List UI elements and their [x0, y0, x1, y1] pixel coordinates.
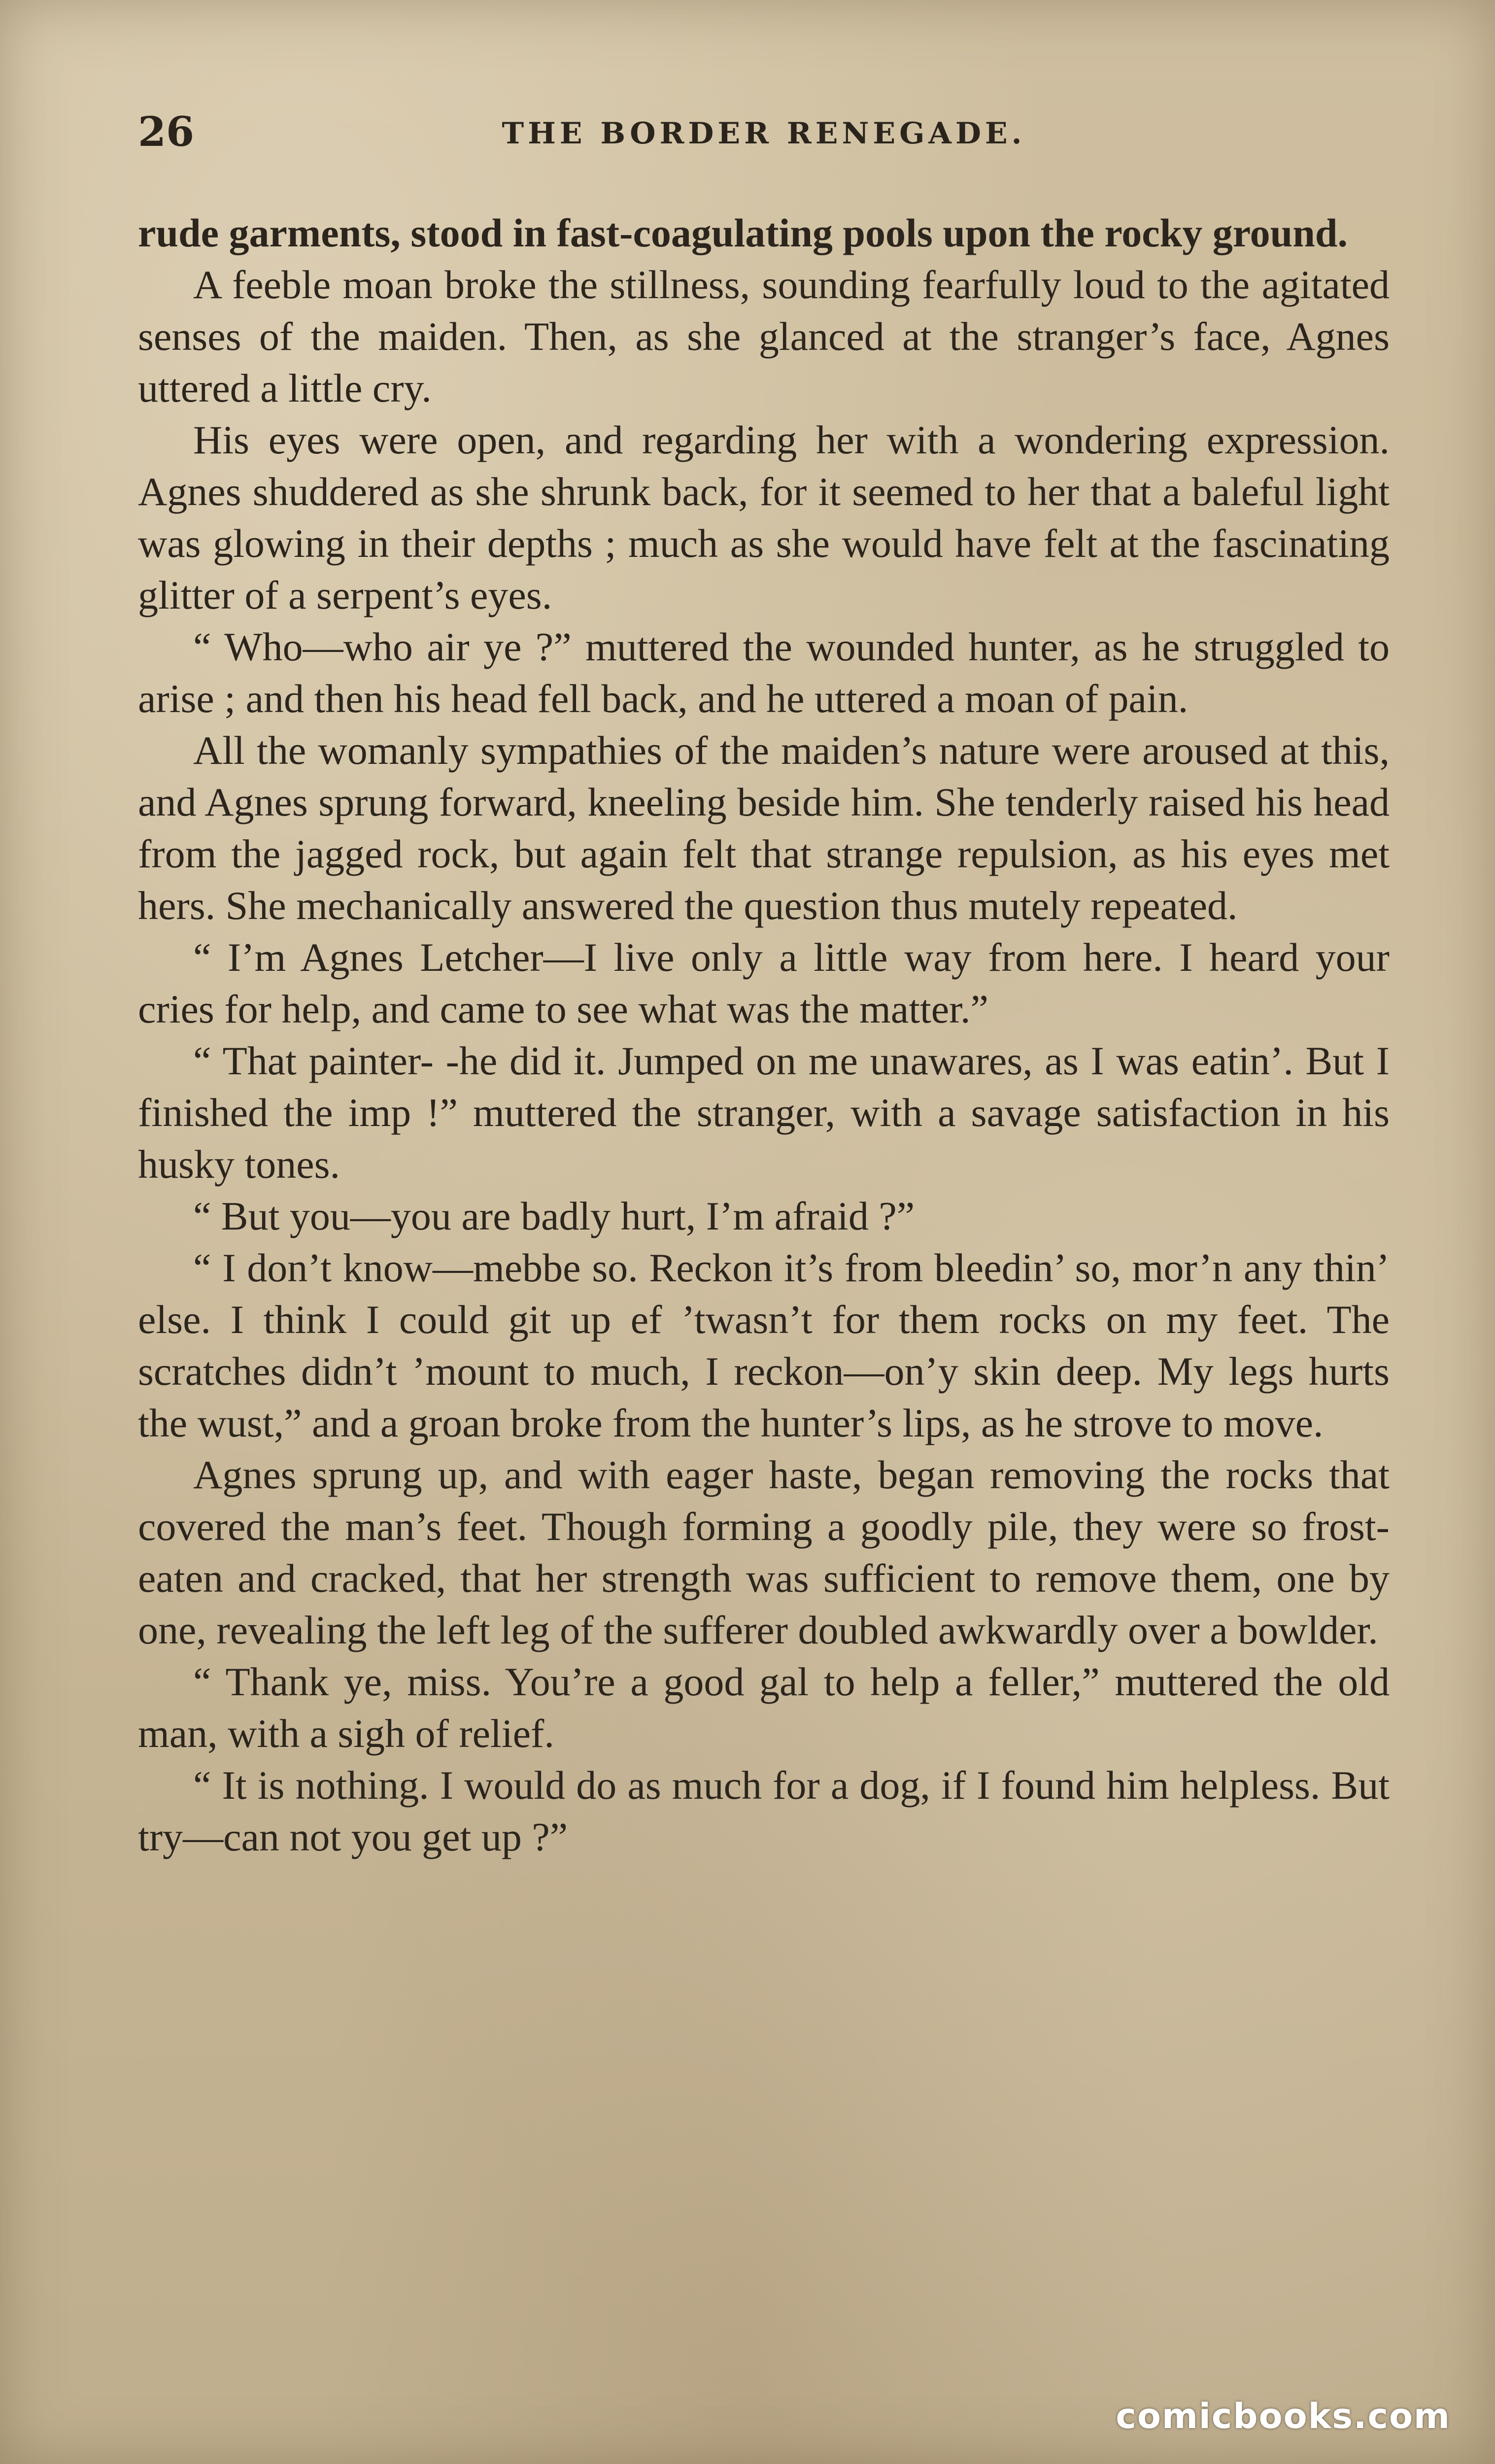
paragraph: “ Thank ye, miss. You’re a good gal to help a feller,” muttered the old man, with a sigh of relief.	[138, 1659, 1390, 1756]
paragraph: “ I’m Agnes Letcher—I live only a little way from here. I heard your cries for help, and came to see what was the matter.”	[138, 935, 1390, 1031]
page-header	[138, 103, 1390, 168]
paragraph: “ But you—you are badly hurt, I’m afraid ?”	[193, 1194, 915, 1238]
paragraph: A feeble moan broke the stillness, sounding fearfully loud to the agitated senses of the maiden. Then, as she glanced at the stranger’s face, Agnes uttered a little cry.	[138, 262, 1390, 411]
watermark: comicbooks.com	[1116, 2396, 1451, 2436]
paragraph: Agnes sprung up, and with eager haste, began removing the rocks that covered the man’s feet. Though forming a goodly pile, they were so frost-eaten and cracked, that her strength was sufficient to remove them, one by one, revealing the left leg of the sufferer doubled awkwardly over a bowlder.	[138, 1452, 1390, 1652]
body-text	[138, 207, 1390, 1863]
running-head: THE BORDER RENEGADE.	[502, 116, 1026, 151]
paragraph: His eyes were open, and regarding her with a wondering expression. Agnes shuddered as she shrunk back, for it seemed to her that a baleful light was glowing in their depths ; much as she would have felt at the fascinating glitter of a serpent’s eyes.	[138, 417, 1390, 617]
paragraph: All the womanly sympathies of the maiden’s nature were aroused at this, and Agnes sprung forward, kneeling beside him. She tenderly raised his head from the jagged rock, but again felt that strange repulsion, as his eyes met hers. She mechanically answered the question thus mutely repeated.	[138, 728, 1390, 928]
paragraph: “ That painter- -he did it. Jumped on me unawares, as I was eatin’. But I finished the imp !” muttered the stranger, with a savage satisfaction in his husky tones.	[138, 1038, 1390, 1187]
paragraph: “ Who—who air ye ?” muttered the wounded hunter, as he struggled to arise ; and then his head fell back, and he uttered a moan of pain.	[138, 624, 1390, 721]
paragraph: “ It is nothing. I would do as much for a dog, if I found him helpless. But try—can not you get up ?”	[138, 1763, 1390, 1859]
page-number: 26	[138, 108, 195, 156]
paragraph: rude garments, stood in fast-coagulating pools upon the rocky ground.	[138, 210, 1348, 255]
paragraph: “ I don’t know—mebbe so. Reckon it’s from bleedin’ so, mor’n any thin’ else. I think I could git up ef ’twasn’t for them rocks on my feet. The scratches didn’t ’mount to much, I reckon—on’y skin deep. My legs hurts the wust,” and a groan broke from the hunter’s lips, as he strove to move.	[138, 1245, 1390, 1445]
